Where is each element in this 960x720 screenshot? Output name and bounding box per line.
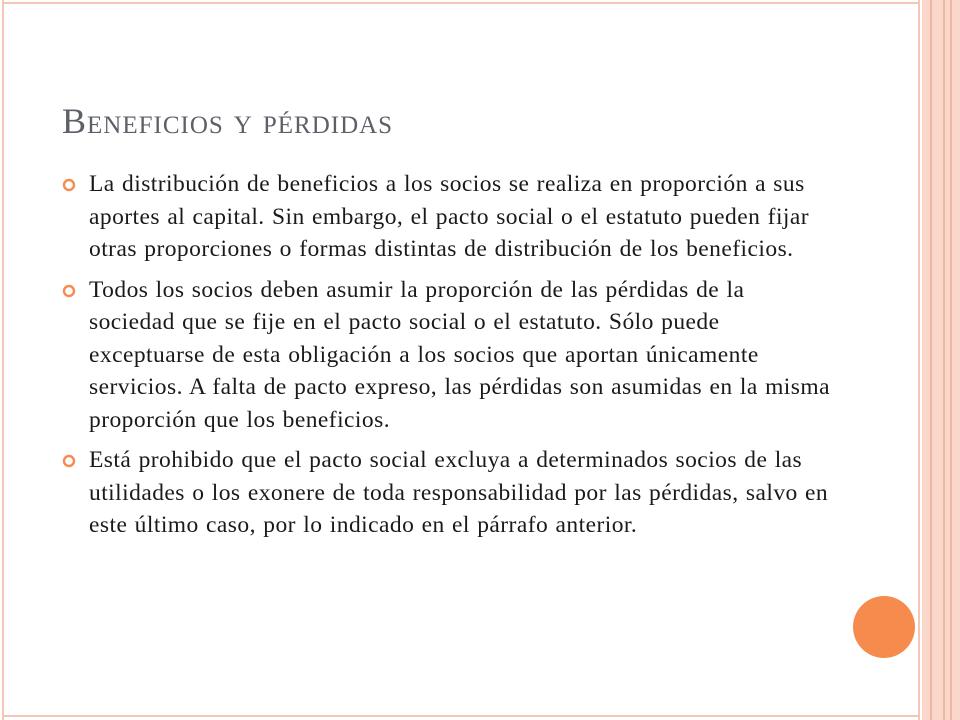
bullet-list	[62, 168, 832, 550]
bullet-item	[62, 274, 832, 437]
right-border-line	[918, 0, 920, 720]
bullet-circle-icon	[62, 454, 76, 468]
bottom-border-line	[2, 715, 920, 717]
right-decorative-band	[922, 0, 960, 720]
bullet-circle-icon	[62, 178, 76, 192]
bullet-circle-icon	[62, 284, 76, 298]
orange-accent-circle	[853, 596, 915, 658]
right-stripe-line	[943, 0, 945, 720]
bullet-item	[62, 168, 832, 266]
left-border-line	[2, 0, 4, 720]
right-stripe-line	[930, 0, 932, 720]
right-stripe-line	[950, 0, 952, 720]
bullet-item	[62, 444, 832, 542]
bullet-text: Todos los socios deben asumir la proporción de las pérdidas de la sociedad que se fije en el pacto social o el estatuto. Sólo puede exceptuarse de esta obligación a los socios que aportan únicamente servicios. A falta de pacto expreso, las pérdidas son asumidas en la misma proporción que los beneficios.	[89, 276, 830, 433]
slide-title: Beneficios y pérdidas	[62, 101, 394, 141]
bullet-text: La distribución de beneficios a los socios se realiza en proporción a sus aportes al capital. Sin embargo, el pacto social o el estatuto pueden fijar otras proporciones o formas distintas de distribución de los beneficios.	[89, 171, 810, 262]
bullet-text: Está prohibido que el pacto social excluya a determinados socios de las utilidades o los exonere de toda responsabilidad por las pérdidas, salvo en este último caso, por lo indicado en el párrafo anterior.	[89, 447, 829, 538]
top-border-line	[2, 2, 920, 4]
